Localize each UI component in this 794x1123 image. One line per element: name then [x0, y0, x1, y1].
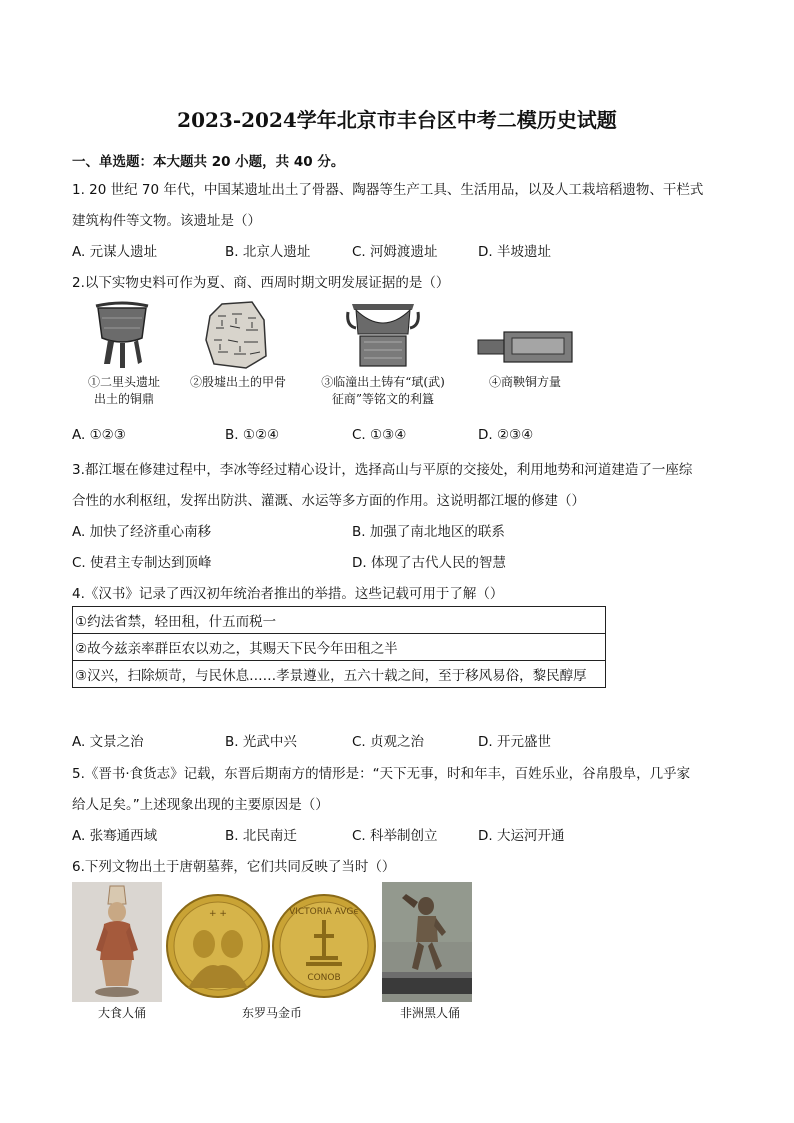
arab-figurine-image: [72, 882, 162, 1002]
q4-option-a[interactable]: A. 文景之治: [72, 734, 144, 750]
q1-option-a[interactable]: A. 元谋人遗址: [72, 244, 158, 260]
coin-exergue: CONOB: [307, 973, 341, 983]
african-figurine-image: [382, 882, 472, 1002]
q2-option-d[interactable]: D. ②③④: [478, 427, 534, 443]
q3-stem-line2: 合性的水利枢纽，发挥出防洪、灌溉、水运等多方面的作用。这说明都江堰的修建（）: [72, 493, 585, 509]
q5-option-a[interactable]: A. 张骞通西域: [72, 828, 158, 844]
q2-caption-4: ④商鞅铜方量: [488, 375, 561, 389]
q3-option-a[interactable]: A. 加快了经济重心南移: [72, 524, 212, 540]
q4-option-b[interactable]: B. 光武中兴: [225, 734, 297, 750]
q1-option-c[interactable]: C. 河姆渡遗址: [352, 244, 438, 260]
q2-option-a[interactable]: A. ①②③: [72, 427, 126, 443]
q3-option-b[interactable]: B. 加强了南北地区的联系: [352, 524, 505, 540]
bronze-measure-image: [476, 326, 576, 366]
q6-caption-3: 非洲黑人俑: [399, 1006, 460, 1020]
q4-option-c[interactable]: C. 贞观之治: [352, 734, 425, 750]
byzantine-gold-coin-image: [166, 890, 376, 1002]
q2-caption-3b: 征商”等铭文的利簋: [331, 392, 435, 406]
q2-option-b[interactable]: B. ①②④: [225, 427, 280, 443]
q5-option-b[interactable]: B. 北民南迁: [225, 828, 297, 844]
q1-option-d[interactable]: D. 半坡遗址: [478, 244, 551, 260]
q2-caption-2: ②殷墟出土的甲骨: [189, 375, 286, 389]
q1-stem-line2: 建筑构件等文物。该遗址是（）: [72, 213, 261, 229]
q6-stem: 6.下列文物出土于唐朝墓葬，它们共同反映了当时（）: [72, 859, 396, 875]
q5-option-d[interactable]: D. 大运河开通: [478, 828, 565, 844]
q4-source-row-1: ①约法省禁，轻田租，什五而税一: [73, 607, 606, 634]
bronze-ding-image: [92, 300, 152, 370]
page-title: 2023-2024学年北京市丰台区中考二模历史试题: [177, 108, 617, 132]
q2-caption-1b: 出土的铜鼎: [93, 392, 154, 406]
q1-stem-line1: 1. 20 世纪 70 年代，中国某遗址出土了骨器、陶器等生产工具、生活用品，以及人工栽培稻遗物、干栏式: [72, 182, 704, 198]
q5-stem-line2: 给人足矣。”上述现象出现的主要原因是（）: [72, 797, 329, 813]
li-gui-image: [346, 300, 420, 370]
q4-source-row-2: ②故今兹亲率群臣农以劝之，其赐天下民今年田租之半: [73, 634, 606, 661]
q2-caption-3a: ③临潼出土铸有“珷(武): [321, 375, 445, 389]
section-heading: 一、单选题：本大题共 20 小题，共 40 分。: [72, 154, 345, 170]
q4-option-d[interactable]: D. 开元盛世: [478, 734, 551, 750]
q5-stem-line1: 5.《晋书·食货志》记载，东晋后期南方的情形是：“天下无事，时和年丰，百姓乐业，谷帛殷阜，几乎家: [72, 766, 691, 782]
q4-source-row-3: ③汉兴，扫除烦苛，与民休息……孝景遵业，五六十载之间，至于移风易俗，黎民醇厚: [73, 661, 606, 688]
q4-source-table: [72, 606, 606, 688]
coin-reverse-legend: VICTORIA AVGϵ: [289, 907, 359, 917]
coin-obverse-crosses: + +: [209, 909, 227, 919]
q3-stem-line1: 3.都江堰在修建过程中，李冰等经过精心设计，选择高山与平原的交接处，利用地势和河道建造了一座综: [72, 462, 693, 478]
q2-caption-1a: ①二里头遗址: [87, 375, 160, 389]
q4-stem: 4.《汉书》记录了西汉初年统治者推出的举措。这些记载可用于了解（）: [72, 586, 504, 602]
q2-stem: 2.以下实物史料可作为夏、商、西周时期文明发展证据的是（）: [72, 275, 450, 291]
q3-option-c[interactable]: C. 使君主专制达到顶峰: [72, 555, 212, 571]
q3-option-d[interactable]: D. 体现了古代人民的智慧: [352, 555, 506, 571]
q6-caption-2: 东罗马金币: [241, 1006, 302, 1020]
q5-option-c[interactable]: C. 科举制创立: [352, 828, 438, 844]
q6-caption-1: 大食人俑: [97, 1006, 146, 1020]
q1-option-b[interactable]: B. 北京人遗址: [225, 244, 311, 260]
q2-option-c[interactable]: C. ①③④: [352, 427, 407, 443]
oracle-bone-image: [202, 300, 270, 370]
